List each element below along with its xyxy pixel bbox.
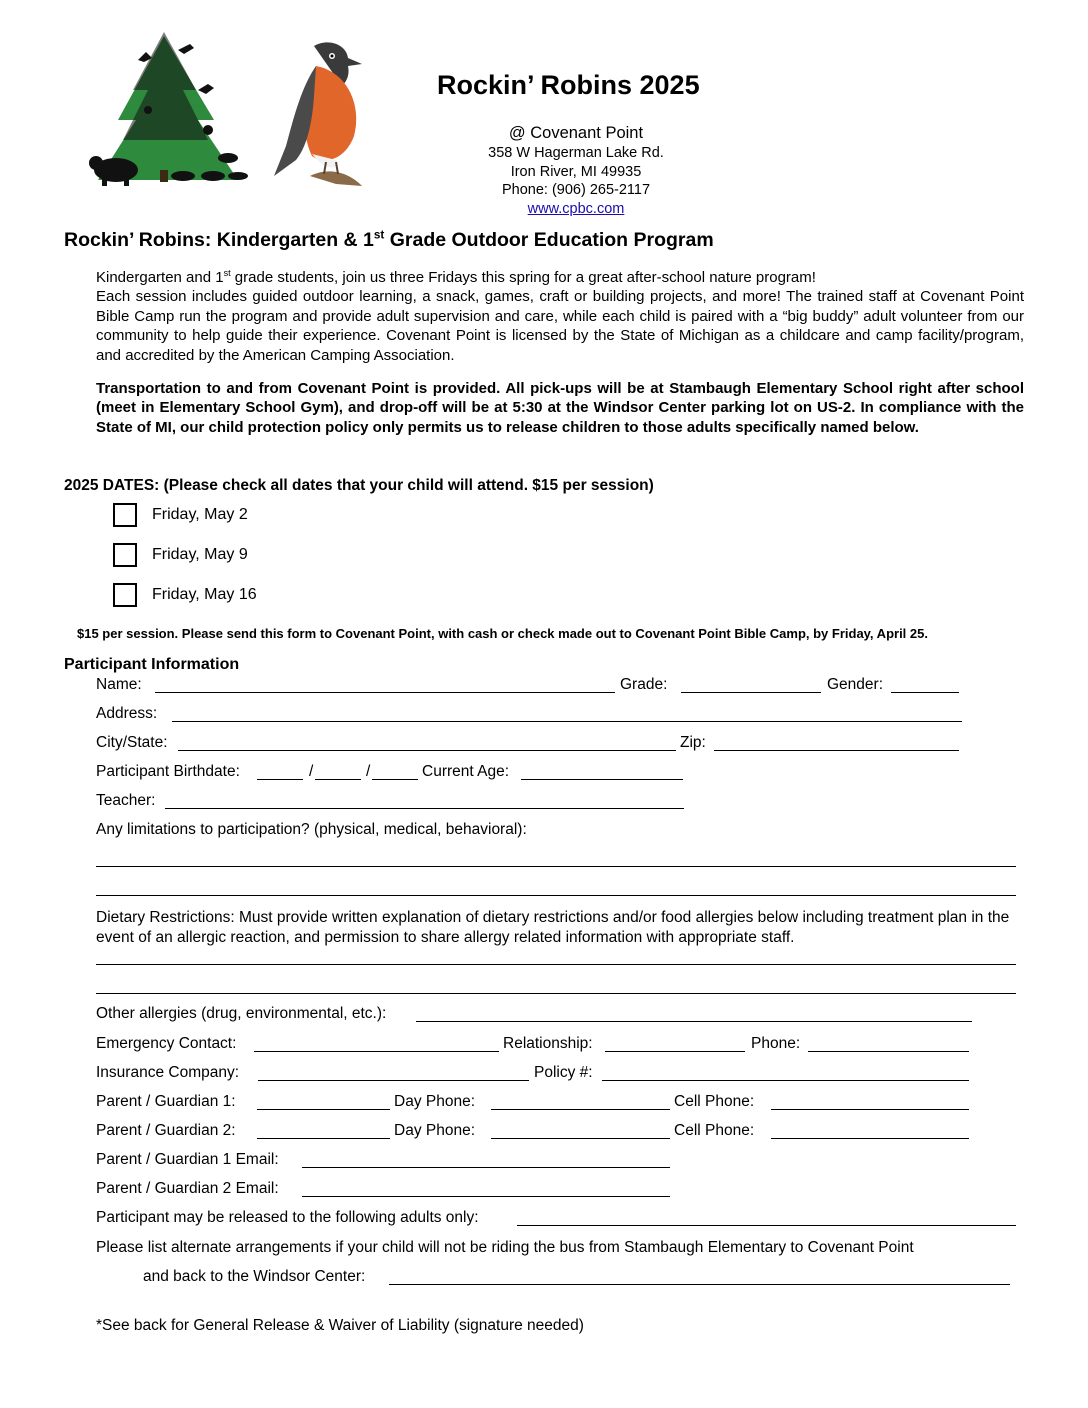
alternate-arrangements-field[interactable] (389, 1268, 1010, 1285)
date-checkbox-may-2[interactable] (113, 503, 137, 527)
birth-year-field[interactable] (372, 763, 418, 780)
city-state-label: City/State: (96, 734, 168, 751)
alternate-label-1: Please list alternate arrangements if your child will not be riding the bus from Stambaugh Elementary to Covenant Point (96, 1239, 914, 1256)
emergency-phone-field[interactable] (808, 1035, 969, 1052)
guardian2-email-label: Parent / Guardian 2 Email: (96, 1180, 279, 1197)
other-allergies-field[interactable] (416, 1005, 972, 1022)
limitations-line-1[interactable] (96, 865, 1016, 867)
name-field[interactable] (155, 676, 615, 693)
guardian1-label: Parent / Guardian 1: (96, 1093, 236, 1110)
guardian2-day-phone-label: Day Phone: (394, 1122, 475, 1139)
guardian2-email-field[interactable] (302, 1180, 670, 1197)
release-adults-label: Participant may be released to the following adults only: (96, 1209, 479, 1226)
guardian2-cell-phone-field[interactable] (771, 1122, 969, 1139)
robin-illustration (266, 36, 376, 188)
other-allergies-label: Other allergies (drug, environmental, etc.): (96, 1005, 387, 1022)
city-state-field[interactable] (178, 734, 676, 751)
address-field[interactable] (172, 705, 962, 722)
relationship-label: Relationship: (503, 1035, 593, 1052)
insurance-label: Insurance Company: (96, 1064, 240, 1081)
birth-month-field[interactable] (257, 763, 303, 780)
phone-number: Phone: (906) 265-2117 (501, 182, 651, 199)
dietary-line-1[interactable] (96, 963, 1016, 965)
venue-name: @ Covenant Point (508, 124, 644, 142)
grade-field[interactable] (681, 676, 821, 693)
birth-day-field[interactable] (315, 763, 361, 780)
street-address: 358 W Hagerman Lake Rd. (488, 145, 664, 161)
limitations-label: Any limitations to participation? (physical, medical, behavioral): (96, 821, 527, 838)
intro-paragraph: Kindergarten and 1st grade students, join us three Fridays this spring for a great after-school nature program! Each session includes guided outdoor learning, a snack, games, craft or building projects, and more! The trained staff at Covenant Point Bible Camp run the program and provide adult supervision and care, while each child is paired with a “big buddy” adult volunteer from our community to help guide their experience. Covenant Point is licensed by the State of Michigan as a childcare and camp facility/program, and accredited by the American Camping Association. (96, 268, 1024, 364)
dates-heading: 2025 DATES: (Please check all dates that your child will attend. $15 per session) (64, 477, 654, 494)
guardian1-field[interactable] (257, 1093, 390, 1110)
intro-body: Each session includes guided outdoor learning, a snack, games, craft or building projects, and more! The trained staff at Covenant Point Bible Camp run the program and provide adult supervision and care, while each child is paired with a “big buddy” adult volunteer from our community to help guide their experience. Covenant Point is licensed by the State of Michigan as a childcare and camp facility/program, and accredited by the American Camping Association. (96, 288, 1024, 364)
guardian1-cell-phone-field[interactable] (771, 1093, 969, 1110)
emergency-contact-field[interactable] (254, 1035, 499, 1052)
age-field[interactable] (521, 763, 683, 780)
date-label-may-9: Friday, May 9 (152, 546, 248, 563)
gender-field[interactable] (891, 676, 959, 693)
guardian1-email-label: Parent / Guardian 1 Email: (96, 1151, 279, 1168)
date-checkbox-may-16[interactable] (113, 583, 137, 607)
tree-animals-logo (78, 30, 256, 190)
transport-notice: Transportation to and from Covenant Point is provided. All pick-ups will be at Stambaugh Elementary School right after school (meet in Elementary School Gym), and drop-off will be at 5:30 at the Windsor Center parking lot on US-2. In compliance with the State of MI, our child protection policy only permits us to release children to those adults specifically named below. (96, 380, 1024, 436)
grade-label: Grade: (620, 676, 668, 693)
age-label: Current Age: (422, 763, 510, 780)
gender-label: Gender: (827, 676, 884, 693)
teacher-field[interactable] (165, 792, 684, 809)
birthdate-slash-2: / (366, 763, 371, 780)
dietary-label: Dietary Restrictions: Must provide written explanation of dietary restrictions and/or food allergies below including treatment plan in the event of an allergic reaction, and permission to share allergy related information with appropriate staff. (96, 909, 1010, 946)
date-label-may-2: Friday, May 2 (152, 506, 248, 523)
payment-note: $15 per session. Please send this form to Covenant Point, with cash or check made out to Covenant Point Bible Camp, by Friday, April 25. (77, 626, 928, 641)
birthdate-slash-1: / (309, 763, 314, 780)
guardian2-field[interactable] (257, 1122, 390, 1139)
guardian2-day-phone-field[interactable] (491, 1122, 670, 1139)
guardian2-cell-phone-label: Cell Phone: (674, 1122, 755, 1139)
date-checkbox-may-9[interactable] (113, 543, 137, 567)
emergency-contact-label: Emergency Contact: (96, 1035, 237, 1052)
policy-label: Policy #: (534, 1064, 593, 1081)
program-heading: Rockin’ Robins: Kindergarten & 1st Grade Outdoor Education Program (64, 228, 714, 251)
guardian1-day-phone-field[interactable] (491, 1093, 670, 1110)
guardian2-label: Parent / Guardian 2: (96, 1122, 236, 1139)
address-block (420, 123, 732, 218)
dietary-line-2[interactable] (96, 992, 1016, 994)
alternate-label-2: and back to the Windsor Center: (143, 1268, 366, 1285)
footer-note: *See back for General Release & Waiver of Liability (signature needed) (96, 1317, 584, 1334)
limitations-line-2[interactable] (96, 894, 1016, 896)
page-title: Rockin’ Robins 2025 (437, 70, 700, 100)
guardian1-cell-phone-label: Cell Phone: (674, 1093, 755, 1110)
guardian1-email-field[interactable] (302, 1151, 670, 1168)
insurance-field[interactable] (258, 1064, 529, 1081)
city-state-zip: Iron River, MI 49935 (510, 163, 642, 180)
release-adults-field[interactable] (517, 1209, 1016, 1226)
zip-label: Zip: (680, 734, 706, 751)
relationship-field[interactable] (605, 1035, 745, 1052)
participant-heading: Participant Information (64, 656, 240, 673)
website-link[interactable]: www.cpbc.com (527, 200, 625, 217)
emergency-phone-label: Phone: (751, 1035, 801, 1052)
teacher-label: Teacher: (96, 792, 156, 809)
zip-field[interactable] (714, 734, 959, 751)
policy-field[interactable] (602, 1064, 969, 1081)
guardian1-day-phone-label: Day Phone: (394, 1093, 475, 1110)
name-label: Name: (96, 676, 142, 693)
date-label-may-16: Friday, May 16 (152, 586, 257, 603)
address-label: Address: (96, 705, 158, 722)
birthdate-label: Participant Birthdate: (96, 763, 240, 780)
